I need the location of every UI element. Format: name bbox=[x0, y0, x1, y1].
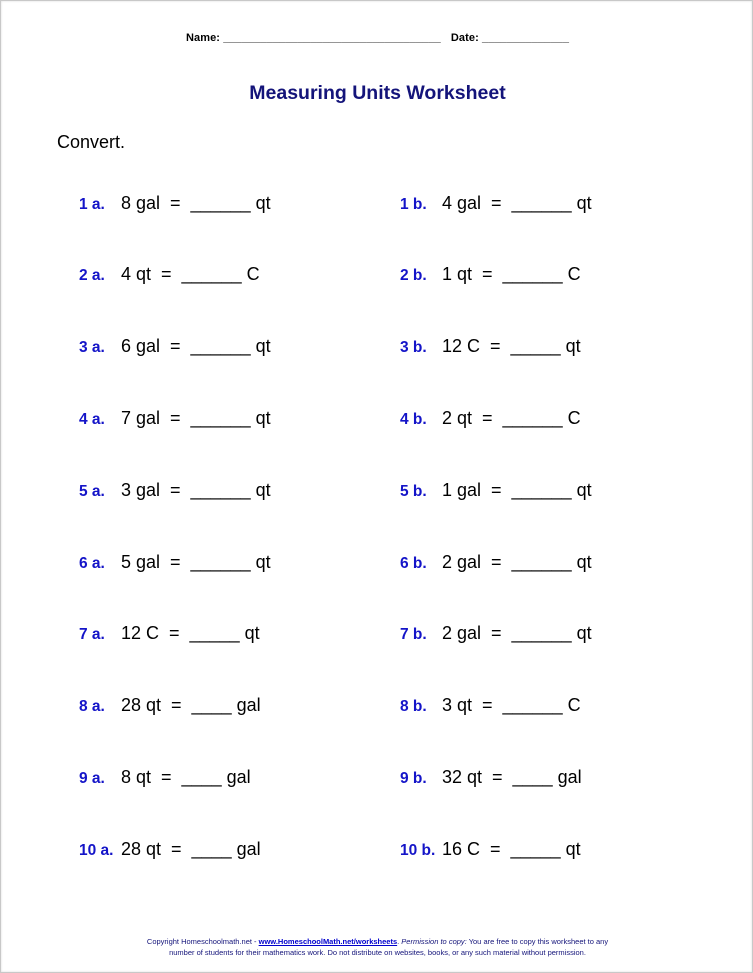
instructions: Convert. bbox=[57, 132, 126, 152]
footer-line-2: number of students for their mathematics work. Do not distribute on websites, books, or any such material without permission. bbox=[169, 948, 586, 957]
problem-number: 7 b. bbox=[400, 626, 427, 643]
problem-expression: 12 C = _____ qt bbox=[442, 336, 581, 356]
copyright-text: Copyright Homeschoolmath.net - bbox=[146, 937, 259, 946]
problem-expression: 8 gal = ______ qt bbox=[121, 193, 271, 213]
permission-label: Permission to copy: bbox=[401, 937, 467, 946]
name-field: Name: ___________________________________ bbox=[185, 32, 441, 44]
problem-number: 8 a. bbox=[79, 698, 105, 715]
problem-number: 6 b. bbox=[400, 555, 427, 572]
problem-6b bbox=[400, 552, 592, 574]
problem-number: 10 a. bbox=[79, 842, 114, 859]
problem-expression: 6 gal = ______ qt bbox=[121, 336, 271, 356]
problem-number: 9 b. bbox=[400, 770, 427, 787]
permission-text: You are free to copy this worksheet to any bbox=[466, 937, 609, 946]
problem-4b bbox=[400, 408, 581, 430]
problem-number: 9 a. bbox=[79, 770, 105, 787]
problem-3a bbox=[79, 336, 271, 358]
problem-number: 10 b. bbox=[400, 842, 436, 859]
problem-expression: 3 qt = ______ C bbox=[442, 695, 581, 715]
problem-number: 2 a. bbox=[79, 267, 105, 284]
problem-9b bbox=[400, 767, 582, 789]
problem-9a bbox=[79, 767, 251, 789]
problem-expression: 8 qt = ____ gal bbox=[121, 767, 251, 787]
problem-number: 3 a. bbox=[79, 339, 105, 356]
problem-2b bbox=[400, 264, 581, 286]
problem-5b bbox=[400, 480, 592, 502]
problem-8b bbox=[400, 695, 581, 717]
problem-expression: 5 gal = ______ qt bbox=[121, 552, 271, 572]
problem-number: 5 b. bbox=[400, 483, 427, 500]
problem-2a bbox=[79, 264, 260, 286]
problem-expression: 1 gal = ______ qt bbox=[442, 480, 592, 500]
problem-number: 1 a. bbox=[79, 196, 105, 213]
problem-expression: 1 qt = ______ C bbox=[442, 264, 581, 284]
page-title: Measuring Units Worksheet bbox=[249, 82, 506, 104]
problem-4a bbox=[79, 408, 271, 430]
problem-number: 4 a. bbox=[79, 411, 105, 428]
problem-10a bbox=[79, 839, 261, 861]
problem-expression: 7 gal = ______ qt bbox=[121, 408, 271, 428]
problem-7b bbox=[400, 623, 592, 645]
problem-number: 6 a. bbox=[79, 555, 105, 572]
problem-expression: 3 gal = ______ qt bbox=[121, 480, 271, 500]
problem-number: 5 a. bbox=[79, 483, 105, 500]
problem-number: 1 b. bbox=[400, 196, 427, 213]
worksheets-link[interactable]: www.HomeschoolMath.net/worksheets bbox=[258, 937, 398, 946]
problem-expression: 2 qt = ______ C bbox=[442, 408, 581, 428]
problem-1a bbox=[79, 193, 271, 215]
problem-expression: 4 qt = ______ C bbox=[121, 264, 260, 284]
problem-number: 7 a. bbox=[79, 626, 105, 643]
problem-number: 3 b. bbox=[400, 339, 427, 356]
problem-10b bbox=[400, 839, 581, 861]
problem-number: 4 b. bbox=[400, 411, 427, 428]
problem-8a bbox=[79, 695, 261, 717]
problem-expression: 28 qt = ____ gal bbox=[121, 695, 261, 715]
problem-7a bbox=[79, 623, 260, 645]
problem-1b bbox=[400, 193, 592, 215]
problem-expression: 16 C = _____ qt bbox=[442, 839, 581, 859]
date-field: Date: ______________ bbox=[450, 32, 570, 44]
problem-expression: 2 gal = ______ qt bbox=[442, 552, 592, 572]
problem-5a bbox=[79, 480, 271, 502]
header bbox=[1, 32, 753, 44]
footer-line-1: Copyright Homeschoolmath.net - www.HomeschoolMath.net/worksheets. Permission to copy: You are free to copy this worksheet to any bbox=[146, 937, 609, 946]
problem-6a bbox=[79, 552, 271, 574]
problem-expression: 4 gal = ______ qt bbox=[442, 193, 592, 213]
footer bbox=[1, 936, 753, 958]
problem-expression: 12 C = _____ qt bbox=[121, 623, 260, 643]
problem-number: 8 b. bbox=[400, 698, 427, 715]
problem-expression: 28 qt = ____ gal bbox=[121, 839, 261, 859]
problem-number: 2 b. bbox=[400, 267, 427, 284]
problem-3b bbox=[400, 336, 581, 358]
problem-expression: 2 gal = ______ qt bbox=[442, 623, 592, 643]
problem-expression: 32 qt = ____ gal bbox=[442, 767, 582, 787]
